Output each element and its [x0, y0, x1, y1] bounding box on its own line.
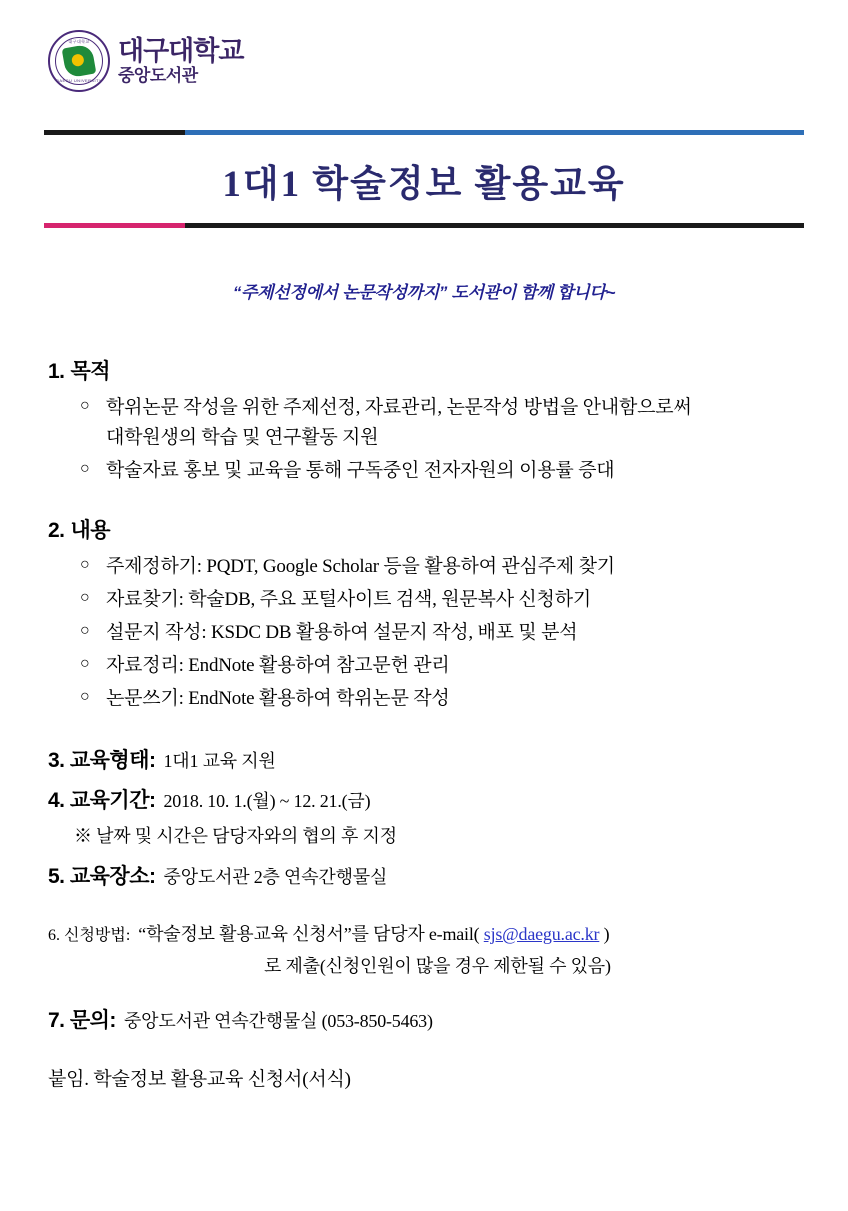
subtitle: “주제선정에서 논문작성까지” 도서관이 함께 합니다~	[232, 283, 616, 302]
list-item	[80, 585, 818, 615]
bullet-marker: ○	[80, 655, 90, 673]
bullet-marker: ○	[80, 688, 90, 706]
section-apply-value	[138, 920, 609, 946]
list-item-text: 학위논문 작성을 위한 주제선정, 자료관리, 논문작성 방법을 안내함으로써	[106, 397, 692, 418]
section-period	[48, 784, 818, 814]
bullet-marker: ○	[80, 556, 90, 574]
spacer	[48, 718, 818, 744]
university-emblem-icon	[48, 30, 110, 92]
section-format-label	[48, 744, 156, 774]
section-apply-label	[48, 922, 130, 945]
section-place-label	[48, 860, 156, 890]
section-contents-heading	[48, 514, 818, 544]
section-purpose-list	[48, 393, 818, 486]
document-body	[48, 355, 818, 1091]
emblem-ring-top-text: 대구대학교	[68, 39, 90, 44]
attachment-note: 붙임. 학술정보 활용교육 신청서(서식)	[48, 1069, 351, 1091]
section-contents-list	[48, 552, 818, 714]
section-contact-title: 문의:	[69, 1009, 116, 1033]
section-purpose	[48, 355, 818, 486]
library-name: 중앙도서관	[118, 66, 198, 86]
section-period-note: ※ 날짜 및 시간은 담당자와의 협의 후 지정	[74, 826, 397, 847]
section-place	[48, 860, 818, 890]
section-place-number: 5.	[48, 865, 65, 889]
logo-wordmark	[118, 37, 243, 85]
university-name: 대구대학교	[118, 35, 244, 66]
list-item-text: 논문쓰기: EndNote 활용하여 학위논문 작성	[106, 688, 450, 710]
section-format-value: 1대1 교육 지원	[163, 751, 276, 772]
section-contact-value: 중앙도서관 연속간행물실 (053-850-5463)	[123, 1011, 433, 1032]
bullet-marker: ○	[80, 397, 90, 414]
section-period-label	[48, 784, 156, 814]
section-period-number: 4.	[48, 789, 65, 813]
bullet-marker: ○	[80, 589, 90, 607]
section-period-value: 2018. 10. 1.(월) ~ 12. 21.(금)	[163, 791, 371, 812]
list-item	[80, 618, 818, 648]
section-contents-title: 내용	[70, 519, 111, 543]
section-contact-number: 7.	[48, 1009, 65, 1033]
section-format	[48, 744, 818, 774]
section-apply-text-before: “학술정보 활용교육 신청서”를 담당자 e-mail(	[138, 924, 480, 945]
section-apply-second-line: 로 제출(신청인원이 많을 경우 제한될 수 있음)	[264, 956, 611, 977]
top-rule-dark-segment	[44, 130, 185, 135]
section-contents-number: 2.	[48, 519, 65, 543]
spacer	[48, 490, 818, 514]
top-rule-blue-segment	[185, 130, 804, 135]
list-item-text: 학술자료 홍보 및 교육을 통해 구독중인 전자자원의 이용률 증대	[106, 460, 615, 482]
contact-email-link[interactable]: sjs@daegu.ac.kr	[483, 924, 600, 945]
list-item-text-continued: 대학원생의 학습 및 연구활동 지원	[106, 427, 379, 449]
bottom-rule-pink-segment	[44, 223, 185, 228]
section-purpose-number: 1.	[48, 360, 65, 383]
list-item-text: 자료정리: EndNote 활용하여 참고문헌 관리	[106, 655, 450, 677]
section-apply-row	[48, 920, 818, 946]
list-item-text: 자료찾기: 학술DB, 주요 포털사이트 검색, 원문복사 신청하기	[106, 589, 592, 611]
section-purpose-title: 목적	[70, 360, 111, 383]
section-apply	[48, 920, 818, 978]
section-period-title: 교육기간:	[69, 789, 156, 813]
spacer	[48, 900, 818, 920]
spacer	[48, 982, 818, 1004]
section-apply-title: 신청방법:	[64, 927, 131, 945]
section-purpose-heading	[48, 355, 818, 385]
section-contact-label	[48, 1004, 116, 1034]
library-logo	[48, 30, 243, 92]
emblem-ring-bottom-text: DAEGU UNIVERSITY	[56, 78, 102, 83]
section-format-number: 3.	[48, 749, 65, 773]
section-place-value: 중앙도서관 2층 연속간행물실	[163, 867, 388, 888]
list-item	[80, 456, 818, 486]
bottom-rule-dark-segment	[185, 223, 804, 228]
section-place-title: 교육장소:	[69, 865, 156, 889]
list-item	[80, 393, 818, 453]
section-format-title: 교육형태:	[69, 749, 156, 773]
bottom-rule	[44, 223, 804, 228]
title-block	[44, 130, 804, 228]
list-item	[80, 684, 818, 714]
section-contents	[48, 514, 818, 714]
top-rule	[44, 130, 804, 135]
bullet-marker: ○	[80, 460, 90, 478]
list-item	[80, 552, 818, 582]
section-apply-text-after: )	[603, 924, 610, 945]
bullet-marker: ○	[80, 622, 90, 640]
list-item-text: 주제정하기: PQDT, Google Scholar 등을 활용하여 관심주제 찾기	[106, 556, 615, 578]
section-apply-number: 6.	[48, 927, 60, 945]
list-item	[80, 651, 818, 681]
section-contact	[48, 1004, 818, 1034]
list-item-text: 설문지 작성: KSDC DB 활용하여 설문지 작성, 배포 및 분석	[106, 622, 578, 644]
page-title: 1대1 학술정보 활용교육	[222, 164, 626, 205]
